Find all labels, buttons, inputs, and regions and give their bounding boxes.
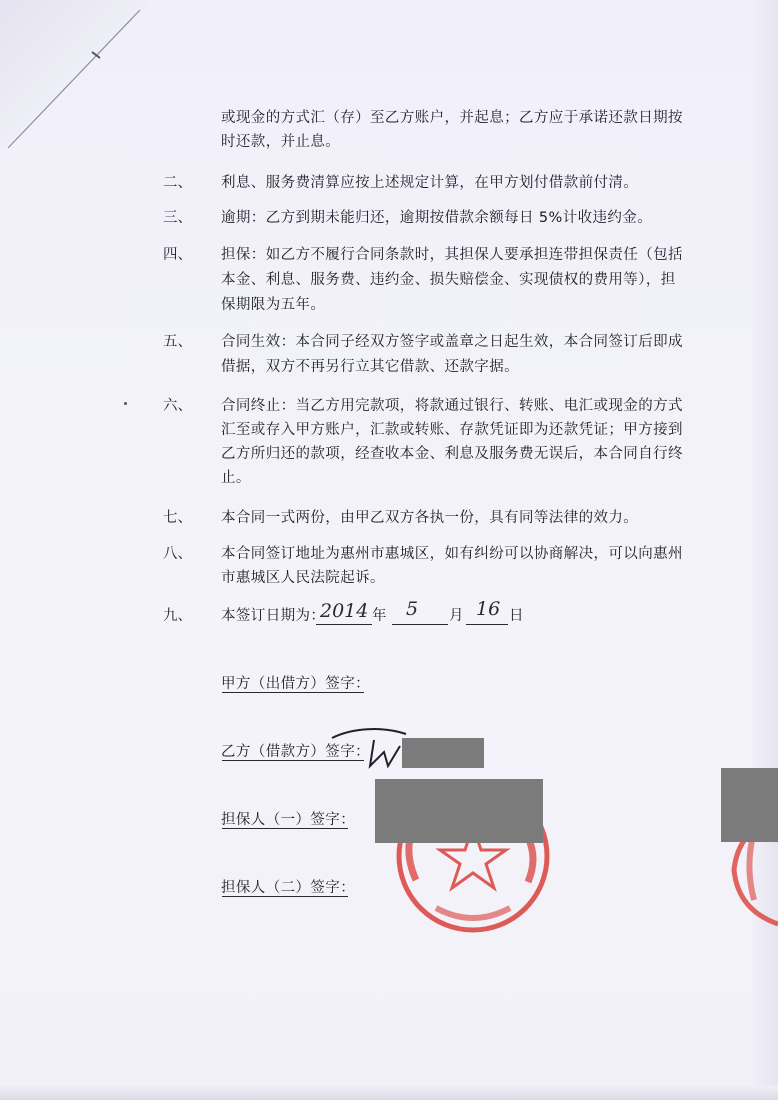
party-b-signature-label: 乙方（借款方）签字：	[221, 744, 370, 760]
clause-number: 二、	[163, 175, 192, 191]
clause-number: 六、	[163, 398, 192, 414]
clause-text: 市惠城区人民法院起诉。	[221, 570, 385, 586]
day-unit: 日	[509, 608, 524, 624]
fold-crease	[0, 0, 160, 160]
page-bottom-shadow	[0, 1086, 778, 1100]
clause-number: 七、	[163, 510, 192, 526]
clause-text: 保期限为五年。	[221, 297, 326, 313]
month-unit: 月	[449, 608, 464, 624]
clause-text: 合同生效：本合同子经双方签字或盖章之日起生效，本合同签订后即成	[221, 334, 683, 350]
clause-text: 乙方所归还的款项，经查收本金、利息及服务费无误后，本合同自行终	[221, 446, 683, 462]
party-a-underline	[222, 672, 364, 693]
clause-text: 合同终止：当乙方用完款项，将款通过银行、转账、电汇或现金的方式	[221, 398, 683, 414]
day-handwritten: 16	[476, 598, 501, 620]
clause-text: 担保：如乙方不履行合同条款时，其担保人要承担连带担保责任（包括	[221, 247, 683, 263]
month-handwritten: 5	[406, 598, 419, 620]
guarantor-2-underline	[222, 876, 348, 897]
clause-text: 本合同一式两份，由甲乙双方各执一份，具有同等法律的效力。	[221, 510, 639, 526]
clause-text: 本合同签订地址为惠州市惠城区，如有纠纷可以协商解决，可以向惠州	[221, 546, 683, 562]
guarantor-2-signature-label: 担保人（二）签字：	[221, 880, 356, 896]
clause-text: 利息、服务费清算应按上述规定计算，在甲方划付借款前付清。	[221, 175, 639, 191]
clause-text: 本金、利息、服务费、违约金、损失赔偿金、实现债权的费用等），担	[221, 272, 676, 288]
scan-speck	[124, 402, 127, 405]
clause-number: 四、	[163, 247, 192, 263]
clause-text: 逾期：乙方到期未能归还，逾期按借款余额每日 5%计收违约金。	[221, 210, 653, 226]
guarantor-1-underline	[222, 808, 348, 829]
clause-number: 八、	[163, 546, 192, 562]
clause-number: 五、	[163, 334, 192, 350]
intro-line: 或现金的方式汇（存）至乙方账户，并起息；乙方应于承诺还款日期按	[221, 110, 683, 126]
clause-text: 借据，双方不再另行立其它借款、还款字据。	[221, 359, 519, 375]
clause-number: 三、	[163, 210, 192, 226]
clause-text: 止。	[221, 470, 251, 486]
redaction-block	[721, 768, 778, 842]
clause-number: 九、	[163, 608, 192, 624]
party-a-signature-label: 甲方（出借方）签字：	[221, 676, 370, 692]
year-handwritten: 2014	[320, 600, 369, 622]
redaction-block	[375, 779, 543, 843]
guarantor-1-signature-label: 担保人（一）签字：	[221, 812, 356, 828]
year-unit: 年	[372, 608, 387, 624]
redaction-block	[402, 738, 484, 768]
party-b-handwritten-signature	[322, 722, 412, 772]
date-prefix: 本签订日期为：	[221, 608, 326, 624]
clause-text: 汇至或存入甲方账户，汇款或转账、存款凭证即为还款凭证；甲方接到	[221, 422, 683, 438]
month-field	[392, 604, 448, 625]
intro-line: 时还款，并止息。	[221, 134, 341, 150]
page-edge-shadow	[752, 0, 778, 1100]
